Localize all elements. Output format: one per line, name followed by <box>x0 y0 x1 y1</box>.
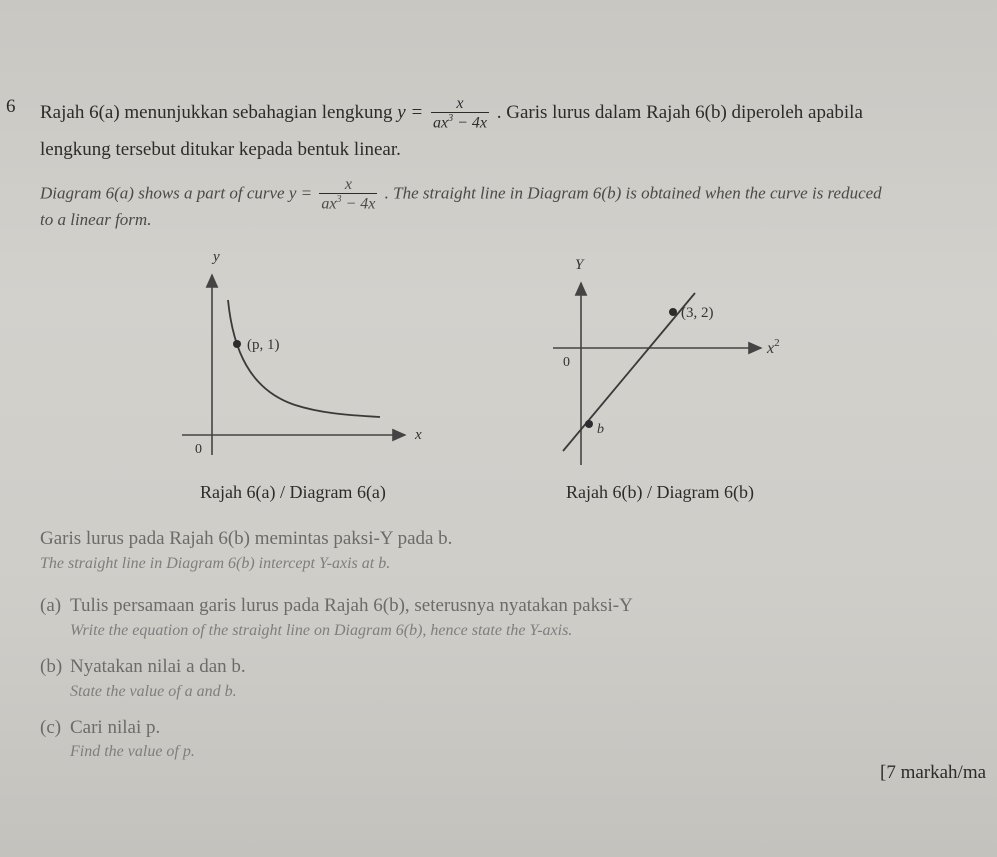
question-malay-line2: lengkung tersebut ditukar kepada bentuk linear. <box>40 139 401 160</box>
diagram-a <box>170 245 450 470</box>
part-b-english: State the value of a and b. <box>70 683 237 700</box>
marks-label: [7 markah/ma <box>880 762 987 783</box>
diagram-a-caption: Rajah 6(a) / Diagram 6(a) <box>200 482 386 502</box>
part-a-label: (a) <box>40 595 62 616</box>
diagram-a-origin-label: 0 <box>195 442 202 457</box>
part-c-malay: Cari nilai p. <box>70 717 161 738</box>
diagram-b-line <box>563 293 695 451</box>
diagram-a-y-label: y <box>213 249 220 265</box>
question-malay-part2: . Garis lurus dalam Rajah 6(b) diperoleh apabila <box>496 102 863 124</box>
equation-fraction-en: $\frac{x}{ax^3 - 4x}$ <box>321 176 376 213</box>
question-number: 6 <box>6 96 16 117</box>
diagram-a-point <box>233 340 241 348</box>
part-c-english: Find the value of p. <box>70 743 195 760</box>
diagram-a-curve <box>228 300 380 417</box>
intro-english: The straight line in Diagram 6(b) intercept Y-axis at b. <box>40 555 391 572</box>
question-english-part1: Diagram 6(a) shows a part of curve <box>40 183 285 203</box>
equation-lhs-en: y = <box>288 183 313 203</box>
diagram-b-point-label: (3, 2) <box>681 305 714 321</box>
diagram-b-point <box>669 308 677 316</box>
diagram-a-point-label: (p, 1) <box>247 337 280 353</box>
question-english-line2: to a linear form. <box>40 210 152 229</box>
question-malay-line1 <box>40 96 863 131</box>
diagram-a-x-label: x <box>415 427 422 443</box>
diagram-b-x-label: $x^2$ <box>767 337 780 357</box>
diagram-b-intercept-point <box>585 420 593 428</box>
part-b-malay: Nyatakan nilai a dan b. <box>70 656 246 677</box>
intro-malay: Garis lurus pada Rajah 6(b) memintas paksi-Y pada b. <box>40 528 453 549</box>
equation-fraction <box>431 96 489 131</box>
equation-lhs: y = <box>397 102 424 124</box>
diagram-b-intercept-label: b <box>597 422 604 437</box>
question-english-part2: . The straight line in Diagram 6(b) is obtained when the curve is reduced <box>384 183 882 203</box>
part-b-label: (b) <box>40 656 63 677</box>
part-c-label: (c) <box>40 717 62 738</box>
question-malay-part1: Rajah 6(a) menunjukkan sebahagian lengkung <box>40 102 393 124</box>
equation-numerator: x <box>456 95 464 112</box>
diagram-b <box>545 255 805 475</box>
equation-denominator: $ax^3 - 4x$ <box>432 113 487 132</box>
part-a-malay: Tulis persamaan garis lurus pada Rajah 6(b), seterusnya nyatakan paksi-Y <box>70 595 633 616</box>
diagram-b-caption: Rajah 6(b) / Diagram 6(b) <box>566 482 754 502</box>
diagram-b-origin-label: 0 <box>563 355 570 370</box>
diagram-b-y-label: Y <box>575 257 584 273</box>
question-english-line1 <box>40 177 882 212</box>
part-a-english: Write the equation of the straight line on Diagram 6(b), hence state the Y-axis. <box>70 622 573 639</box>
